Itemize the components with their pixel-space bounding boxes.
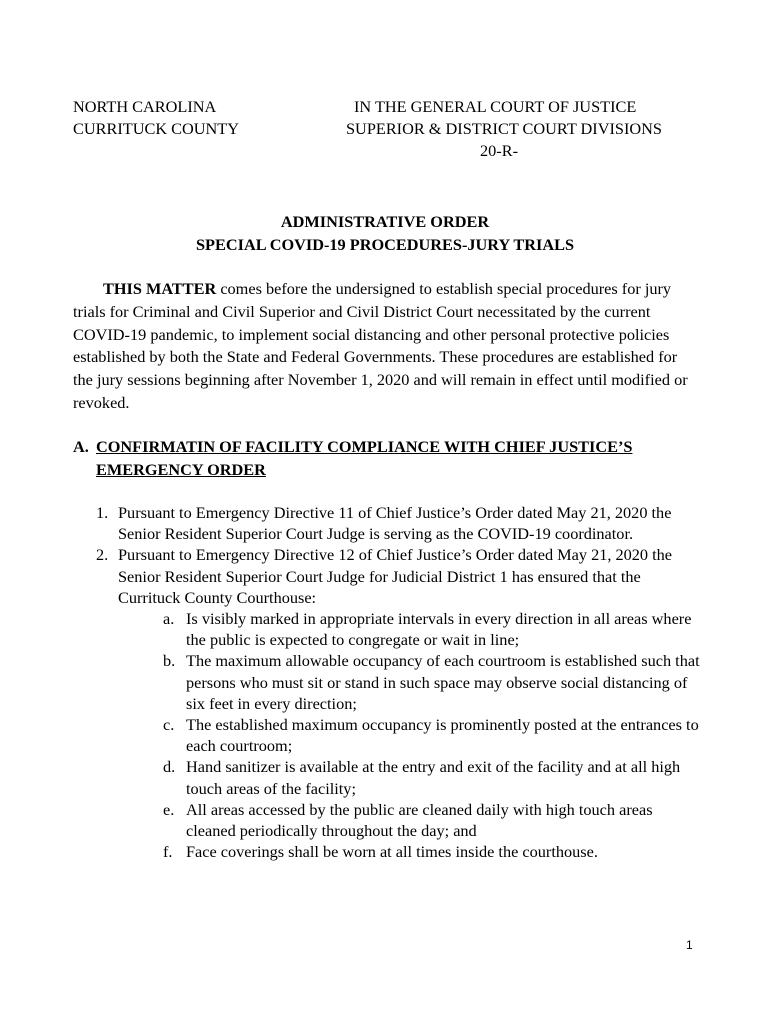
title-line-1: ADMINISTRATIVE ORDER — [280, 212, 490, 231]
sub-item — [73, 650, 703, 714]
page-number: 1 — [686, 938, 693, 952]
sub-item-letter: e. — [163, 799, 175, 819]
sub-item — [73, 799, 703, 841]
sub-item — [73, 608, 703, 650]
sub-item — [73, 841, 703, 862]
section-heading-text: CONFIRMATIN OF FACILITY COMPLIANCE WITH CHIEF JUSTICE’S EMERGENCY ORDER — [96, 437, 633, 479]
caption-left — [73, 96, 239, 140]
caption-right — [346, 96, 696, 162]
sub-item-letter: d. — [163, 757, 176, 777]
order-title — [0, 210, 770, 256]
division-line: SUPERIOR & DISTRICT COURT DIVISIONS — [346, 119, 662, 138]
item-number: 2. — [96, 545, 109, 565]
section-a-list — [73, 502, 703, 862]
sub-item-letter: f. — [163, 842, 173, 862]
title-line-2: SPECIAL COVID-19 PROCEDURES-JURY TRIALS — [195, 235, 575, 254]
intro-lead: THIS MATTER — [103, 279, 217, 298]
file-number: 20-R- — [480, 141, 518, 160]
court-line: IN THE GENERAL COURT OF JUSTICE — [354, 97, 637, 116]
item-text: Pursuant to Emergency Directive 12 of Chief Justice’s Order dated May 21, 2020 the Senior Resident Superior Court Judge for Judicial District 1 has ensured that the Currituck County Courthouse: — [118, 545, 673, 607]
sub-item-text: Face coverings shall be worn at all times inside the courthouse. — [186, 842, 598, 862]
list-item — [73, 544, 703, 608]
sub-item-letter: a. — [163, 609, 175, 629]
intro-body: comes before the undersigned to establish special procedures for jury trials for Criminal and Civil Superior and Civil District Court necessitated by the current COVID-19 pandemic, to implement social distancing and other personal protective policies established by both the State and Federal Governments. These procedures are established for the jury sessions beginning after November 1, 2020 and will remain in effect until modified or revoked. — [73, 279, 688, 412]
sub-item-text: The established maximum occupancy is prominently posted at the entrances to each courtroom; — [186, 715, 699, 756]
list-item — [73, 502, 703, 544]
section-a-heading — [73, 436, 703, 481]
county-line: CURRITUCK COUNTY — [73, 119, 239, 138]
item-number: 1. — [96, 503, 109, 522]
sub-item-letter: c. — [163, 715, 175, 735]
sub-item-text: All areas accessed by the public are cleaned daily with high touch areas cleaned periodically throughout the day; and — [186, 799, 653, 841]
intro-paragraph — [73, 278, 693, 415]
sub-item — [73, 714, 703, 756]
section-letter: A. — [73, 437, 89, 456]
sub-item-text: Is visibly marked in appropriate intervals in every direction in all areas where the public is expected to congregate or wait in line; — [186, 609, 692, 650]
sub-item-letter: b. — [163, 651, 176, 671]
sub-item-text: Hand sanitizer is available at the entry and exit of the facility and at all high touch areas of the facility; — [186, 757, 681, 798]
state-line: NORTH CAROLINA — [73, 97, 217, 116]
item-text: Pursuant to Emergency Directive 11 of Chief Justice’s Order dated May 21, 2020 the Senior Resident Superior Court Judge is serving as the COVID-19 coordinator. — [118, 503, 672, 544]
sub-item — [73, 756, 703, 798]
sub-item-text: The maximum allowable occupancy of each courtroom is established such that persons who must sit or stand in such space may observe social distancing of six feet in every direction; — [186, 651, 700, 713]
